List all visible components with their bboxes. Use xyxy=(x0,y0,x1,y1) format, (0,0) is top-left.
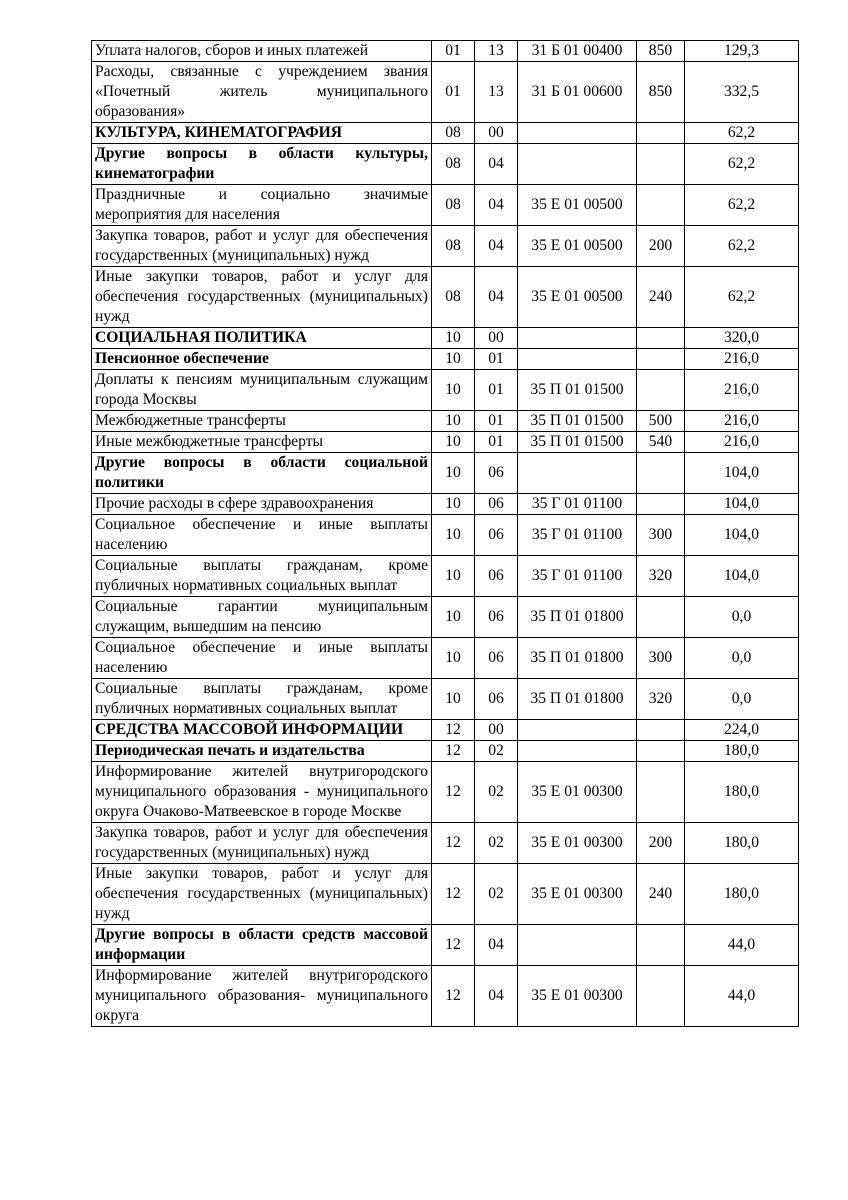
row-name-cell: Социальные выплаты гражданам, кроме публичных нормативных социальных выплат xyxy=(92,556,432,597)
expense-type-cell xyxy=(637,762,685,823)
table-row xyxy=(92,597,799,638)
row-name-cell: Закупка товаров, работ и услуг для обеспечения государственных (муниципальных) нужд xyxy=(92,226,432,267)
table-row xyxy=(92,741,799,762)
subsection-code-cell: 02 xyxy=(475,741,518,762)
expense-type-cell xyxy=(637,185,685,226)
row-name-cell: Прочие расходы в сфере здравоохранения xyxy=(92,494,432,515)
row-name-cell: Иные закупки товаров, работ и услуг для обеспечения государственных (муниципальных) нужд xyxy=(92,864,432,925)
row-name-cell: Периодическая печать и издательства xyxy=(92,741,432,762)
subsection-code-cell: 04 xyxy=(475,267,518,328)
section-code-cell: 10 xyxy=(432,597,475,638)
target-article-cell: 35 П 01 01500 xyxy=(518,370,637,411)
table-row xyxy=(92,41,799,62)
section-code-cell: 12 xyxy=(432,741,475,762)
row-name-cell: Информирование жителей внутригородского муниципального образования - муниципального округа Очаково-Матвеевское в городе Москве xyxy=(92,762,432,823)
table-row xyxy=(92,453,799,494)
target-article-cell: 35 Г 01 01100 xyxy=(518,556,637,597)
target-article-cell xyxy=(518,328,637,349)
section-code-cell: 10 xyxy=(432,453,475,494)
table-row xyxy=(92,864,799,925)
target-article-cell xyxy=(518,123,637,144)
row-name-cell: Информирование жителей внутригородского муниципального образования- муниципального округа xyxy=(92,966,432,1027)
section-code-cell: 10 xyxy=(432,679,475,720)
section-code-cell: 08 xyxy=(432,267,475,328)
subsection-code-cell: 01 xyxy=(475,349,518,370)
section-code-cell: 10 xyxy=(432,349,475,370)
row-name-cell: Уплата налогов, сборов и иных платежей xyxy=(92,41,432,62)
amount-cell: 224,0 xyxy=(685,720,799,741)
amount-cell: 44,0 xyxy=(685,966,799,1027)
amount-cell: 0,0 xyxy=(685,679,799,720)
subsection-code-cell: 01 xyxy=(475,370,518,411)
expense-type-cell xyxy=(637,720,685,741)
expense-type-cell xyxy=(637,597,685,638)
amount-cell: 180,0 xyxy=(685,741,799,762)
target-article-cell: 35 Е 01 00300 xyxy=(518,823,637,864)
section-code-cell: 10 xyxy=(432,432,475,453)
section-code-cell: 12 xyxy=(432,762,475,823)
expense-type-cell xyxy=(637,370,685,411)
row-name-cell: Другие вопросы в области социальной политики xyxy=(92,453,432,494)
budget-table xyxy=(91,40,799,1027)
section-code-cell: 01 xyxy=(432,62,475,123)
table-row xyxy=(92,925,799,966)
target-article-cell xyxy=(518,720,637,741)
table-row xyxy=(92,226,799,267)
section-code-cell: 12 xyxy=(432,925,475,966)
amount-cell: 62,2 xyxy=(685,267,799,328)
table-row xyxy=(92,762,799,823)
target-article-cell xyxy=(518,144,637,185)
table-row xyxy=(92,411,799,432)
subsection-code-cell: 01 xyxy=(475,411,518,432)
amount-cell: 216,0 xyxy=(685,370,799,411)
expense-type-cell: 200 xyxy=(637,823,685,864)
amount-cell: 180,0 xyxy=(685,762,799,823)
section-code-cell: 10 xyxy=(432,370,475,411)
budget-table-body xyxy=(92,41,799,1027)
table-row xyxy=(92,267,799,328)
subsection-code-cell: 06 xyxy=(475,638,518,679)
row-name-cell: Праздничные и социально значимые мероприятия для населения xyxy=(92,185,432,226)
expense-type-cell xyxy=(637,741,685,762)
subsection-code-cell: 02 xyxy=(475,864,518,925)
row-name-cell: Закупка товаров, работ и услуг для обеспечения государственных (муниципальных) нужд xyxy=(92,823,432,864)
expense-type-cell xyxy=(637,328,685,349)
section-code-cell: 12 xyxy=(432,966,475,1027)
section-code-cell: 01 xyxy=(432,41,475,62)
table-row xyxy=(92,720,799,741)
section-code-cell: 12 xyxy=(432,823,475,864)
row-name-cell: Межбюджетные трансферты xyxy=(92,411,432,432)
row-name-cell: КУЛЬТУРА, КИНЕМАТОГРАФИЯ xyxy=(92,123,432,144)
table-row xyxy=(92,144,799,185)
amount-cell: 216,0 xyxy=(685,349,799,370)
subsection-code-cell: 04 xyxy=(475,144,518,185)
target-article-cell: 35 П 01 01800 xyxy=(518,597,637,638)
expense-type-cell: 300 xyxy=(637,638,685,679)
target-article-cell: 35 Е 01 00300 xyxy=(518,864,637,925)
subsection-code-cell: 00 xyxy=(475,720,518,741)
subsection-code-cell: 04 xyxy=(475,925,518,966)
expense-type-cell: 850 xyxy=(637,62,685,123)
target-article-cell: 35 Е 01 00500 xyxy=(518,185,637,226)
target-article-cell: 35 П 01 01800 xyxy=(518,679,637,720)
expense-type-cell xyxy=(637,144,685,185)
section-code-cell: 08 xyxy=(432,226,475,267)
row-name-cell: Другие вопросы в области культуры, кинематографии xyxy=(92,144,432,185)
section-code-cell: 10 xyxy=(432,411,475,432)
target-article-cell xyxy=(518,925,637,966)
section-code-cell: 10 xyxy=(432,556,475,597)
table-row xyxy=(92,349,799,370)
row-name-cell: Социальное обеспечение и иные выплаты населению xyxy=(92,515,432,556)
target-article-cell: 31 Б 01 00400 xyxy=(518,41,637,62)
row-name-cell: Иные закупки товаров, работ и услуг для обеспечения государственных (муниципальных) нужд xyxy=(92,267,432,328)
expense-type-cell: 540 xyxy=(637,432,685,453)
table-row xyxy=(92,123,799,144)
target-article-cell: 35 Е 01 00500 xyxy=(518,226,637,267)
target-article-cell xyxy=(518,349,637,370)
subsection-code-cell: 06 xyxy=(475,494,518,515)
target-article-cell xyxy=(518,453,637,494)
expense-type-cell xyxy=(637,453,685,494)
target-article-cell: 35 П 01 01500 xyxy=(518,432,637,453)
subsection-code-cell: 04 xyxy=(475,966,518,1027)
amount-cell: 216,0 xyxy=(685,432,799,453)
expense-type-cell: 850 xyxy=(637,41,685,62)
subsection-code-cell: 13 xyxy=(475,62,518,123)
expense-type-cell xyxy=(637,349,685,370)
section-code-cell: 12 xyxy=(432,864,475,925)
row-name-cell: Социальные выплаты гражданам, кроме публичных нормативных социальных выплат xyxy=(92,679,432,720)
amount-cell: 62,2 xyxy=(685,123,799,144)
expense-type-cell: 500 xyxy=(637,411,685,432)
row-name-cell: Социальные гарантии муниципальным служащим, вышедшим на пенсию xyxy=(92,597,432,638)
section-code-cell: 12 xyxy=(432,720,475,741)
subsection-code-cell: 06 xyxy=(475,453,518,494)
amount-cell: 332,5 xyxy=(685,62,799,123)
table-row xyxy=(92,432,799,453)
amount-cell: 129,3 xyxy=(685,41,799,62)
target-article-cell: 31 Б 01 00600 xyxy=(518,62,637,123)
subsection-code-cell: 06 xyxy=(475,597,518,638)
subsection-code-cell: 13 xyxy=(475,41,518,62)
expense-type-cell xyxy=(637,966,685,1027)
expense-type-cell: 240 xyxy=(637,267,685,328)
row-name-cell: Другие вопросы в области средств массовой информации xyxy=(92,925,432,966)
amount-cell: 104,0 xyxy=(685,515,799,556)
expense-type-cell: 300 xyxy=(637,515,685,556)
subsection-code-cell: 06 xyxy=(475,515,518,556)
amount-cell: 44,0 xyxy=(685,925,799,966)
amount-cell: 104,0 xyxy=(685,494,799,515)
subsection-code-cell: 00 xyxy=(475,123,518,144)
row-name-cell: СОЦИАЛЬНАЯ ПОЛИТИКА xyxy=(92,328,432,349)
target-article-cell: 35 Г 01 01100 xyxy=(518,515,637,556)
amount-cell: 62,2 xyxy=(685,226,799,267)
row-name-cell: Доплаты к пенсиям муниципальным служащим города Москвы xyxy=(92,370,432,411)
row-name-cell: СРЕДСТВА МАССОВОЙ ИНФОРМАЦИИ xyxy=(92,720,432,741)
subsection-code-cell: 02 xyxy=(475,823,518,864)
section-code-cell: 08 xyxy=(432,144,475,185)
table-row xyxy=(92,370,799,411)
target-article-cell: 35 Е 01 00300 xyxy=(518,966,637,1027)
expense-type-cell: 240 xyxy=(637,864,685,925)
expense-type-cell xyxy=(637,925,685,966)
target-article-cell: 35 Г 01 01100 xyxy=(518,494,637,515)
table-row xyxy=(92,823,799,864)
expense-type-cell: 320 xyxy=(637,679,685,720)
subsection-code-cell: 02 xyxy=(475,762,518,823)
table-row xyxy=(92,185,799,226)
table-row xyxy=(92,679,799,720)
target-article-cell: 35 П 01 01500 xyxy=(518,411,637,432)
table-row xyxy=(92,966,799,1027)
row-name-cell: Иные межбюджетные трансферты xyxy=(92,432,432,453)
section-code-cell: 08 xyxy=(432,185,475,226)
section-code-cell: 10 xyxy=(432,515,475,556)
table-row xyxy=(92,328,799,349)
table-row xyxy=(92,62,799,123)
section-code-cell: 10 xyxy=(432,328,475,349)
target-article-cell: 35 Е 01 00300 xyxy=(518,762,637,823)
amount-cell: 216,0 xyxy=(685,411,799,432)
table-row xyxy=(92,515,799,556)
amount-cell: 0,0 xyxy=(685,638,799,679)
expense-type-cell: 320 xyxy=(637,556,685,597)
amount-cell: 62,2 xyxy=(685,185,799,226)
amount-cell: 62,2 xyxy=(685,144,799,185)
row-name-cell: Расходы, связанные с учреждением звания «Почетный житель муниципального образования» xyxy=(92,62,432,123)
table-row xyxy=(92,638,799,679)
target-article-cell: 35 П 01 01800 xyxy=(518,638,637,679)
subsection-code-cell: 04 xyxy=(475,226,518,267)
expense-type-cell xyxy=(637,494,685,515)
table-row xyxy=(92,556,799,597)
amount-cell: 0,0 xyxy=(685,597,799,638)
amount-cell: 180,0 xyxy=(685,864,799,925)
row-name-cell: Пенсионное обеспечение xyxy=(92,349,432,370)
expense-type-cell: 200 xyxy=(637,226,685,267)
expense-type-cell xyxy=(637,123,685,144)
section-code-cell: 10 xyxy=(432,494,475,515)
section-code-cell: 08 xyxy=(432,123,475,144)
subsection-code-cell: 01 xyxy=(475,432,518,453)
subsection-code-cell: 06 xyxy=(475,556,518,597)
target-article-cell: 35 Е 01 00500 xyxy=(518,267,637,328)
subsection-code-cell: 04 xyxy=(475,185,518,226)
subsection-code-cell: 00 xyxy=(475,328,518,349)
amount-cell: 180,0 xyxy=(685,823,799,864)
amount-cell: 104,0 xyxy=(685,556,799,597)
section-code-cell: 10 xyxy=(432,638,475,679)
amount-cell: 320,0 xyxy=(685,328,799,349)
amount-cell: 104,0 xyxy=(685,453,799,494)
target-article-cell xyxy=(518,741,637,762)
row-name-cell: Социальное обеспечение и иные выплаты населению xyxy=(92,638,432,679)
table-row xyxy=(92,494,799,515)
subsection-code-cell: 06 xyxy=(475,679,518,720)
